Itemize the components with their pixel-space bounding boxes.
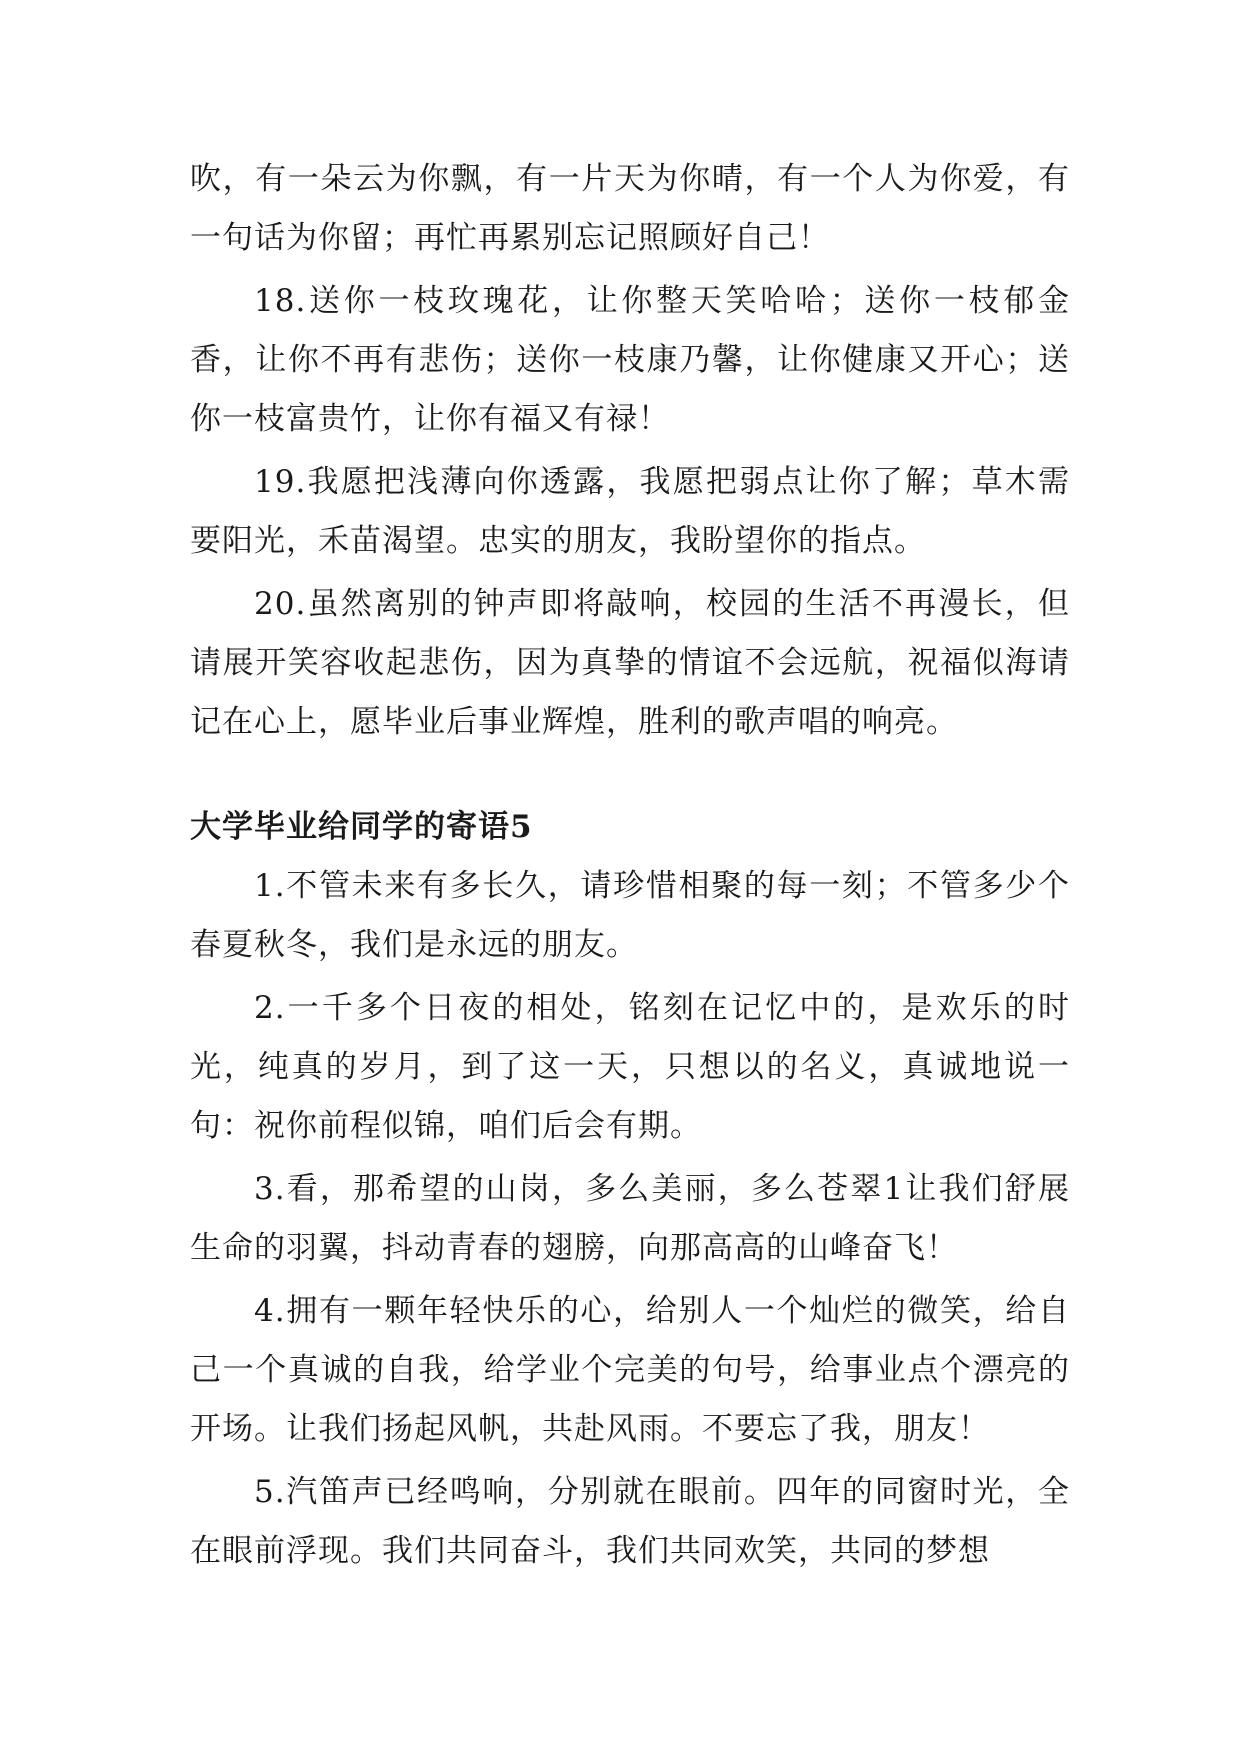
- paragraph-item-5: 5.汽笛声已经鸣响，分别就在眼前。四年的同窗时光，全在眼前浮现。我们共同奋斗，我们共同欢笑，共同的梦想: [190, 1474, 1070, 1569]
- section-heading: 大学毕业给同学的寄语5: [190, 809, 533, 845]
- paragraph-continuation: 吹，有一朵云为你飘，有一片天为你晴，有一个人为你爱，有一句话为你留；再忙再累别忘记照顾好自己！: [190, 161, 1070, 256]
- paragraph-item-2: 2.一千多个日夜的相处，铭刻在记忆中的，是欢乐的时光，纯真的岁月，到了这一天，只想以的名义，真诚地说一句：祝你前程似锦，咱们后会有期。: [190, 990, 1070, 1144]
- paragraph-item-18: 18.送你一枝玫瑰花，让你整天笑哈哈；送你一枝郁金香，让你不再有悲伤；送你一枝康乃馨，让你健康又开心；送你一枝富贵竹，让你有福又有禄！: [190, 283, 1070, 437]
- document-body: [190, 150, 1070, 1585]
- paragraph-item-4: 4.拥有一颗年轻快乐的心，给别人一个灿烂的微笑，给自己一个真诚的自我，给学业个完美的句号，给事业点个漂亮的开场。让我们扬起风帆，共赴风雨。不要忘了我，朋友！: [190, 1293, 1070, 1447]
- section-spacer: [190, 756, 1070, 798]
- paragraph-item-1: 1.不管未来有多长久，请珍惜相聚的每一刻；不管多少个春夏秋冬，我们是永远的朋友。: [190, 868, 1070, 963]
- paragraph-item-19: 19.我愿把浅薄向你透露，我愿把弱点让你了解；草木需要阳光，禾苗渴望。忠实的朋友，我盼望你的指点。: [190, 464, 1070, 559]
- paragraph-item-3: 3.看，那希望的山岗，多么美丽，多么苍翠1让我们舒展生命的羽翼，抖动青春的翅膀，向那高高的山峰奋飞！: [190, 1171, 1070, 1266]
- paragraph-item-20: 20.虽然离别的钟声即将敲响，校园的生活不再漫长，但请展开笑容收起悲伤，因为真挚的情谊不会远航，祝福似海请记在心上，愿毕业后事业辉煌，胜利的歌声唱的响亮。: [190, 586, 1070, 740]
